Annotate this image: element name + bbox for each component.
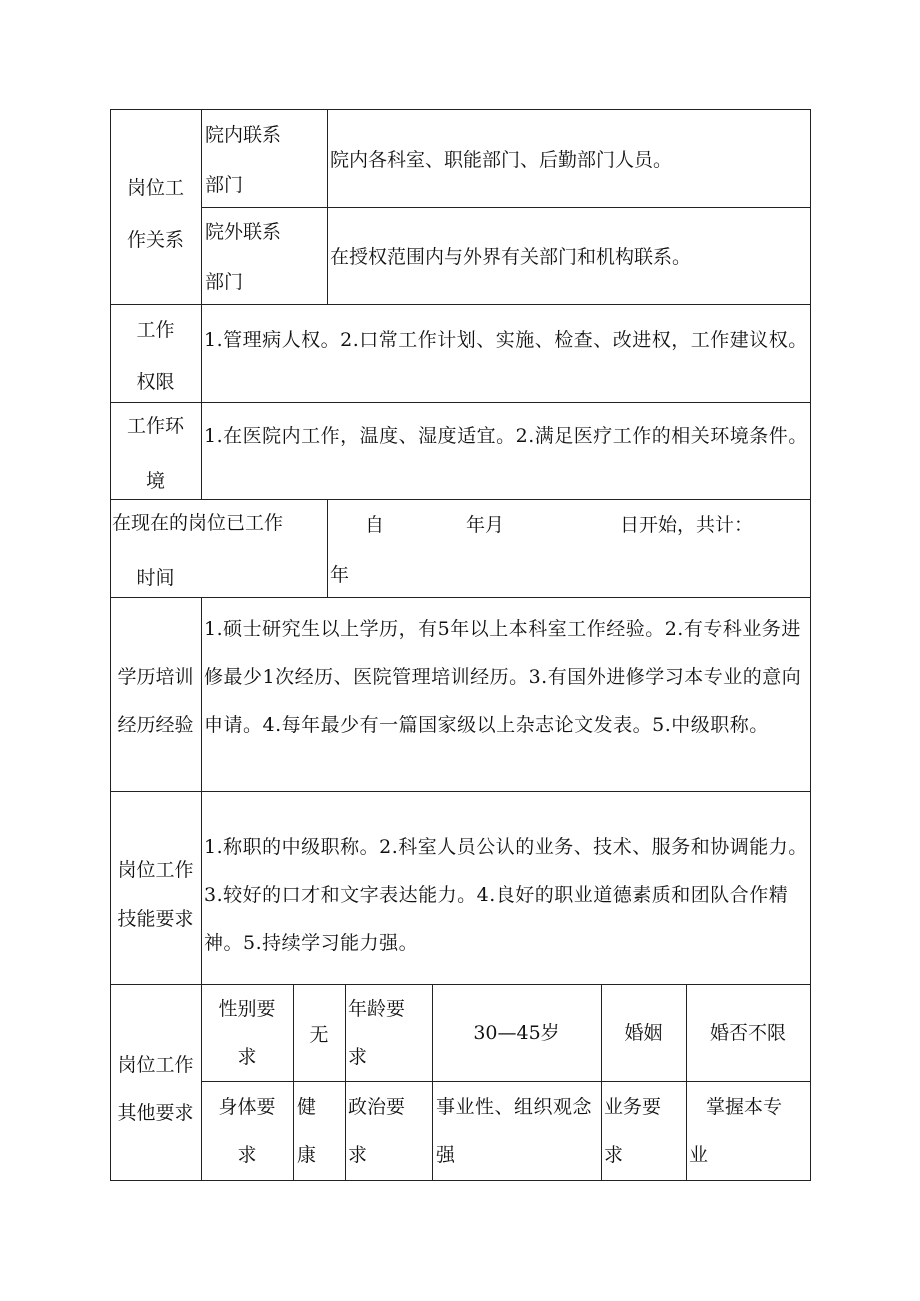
marriage-label: 婚姻	[624, 1022, 663, 1044]
skills-label-line2: 技能要求	[117, 908, 194, 930]
tenure-label-line2: 时间	[136, 567, 175, 589]
column-divider	[327, 109, 328, 304]
gender-label-line2: 求	[237, 1046, 257, 1068]
row-divider	[110, 597, 811, 598]
other-label-line1: 岗位工作	[117, 1054, 194, 1076]
business-value-line1: 掌握本专	[706, 1096, 783, 1118]
skills-content: 1.称职的中级职称。2.科室人员公认的业务、技术、服务和协调能力。3.较好的口才和文字表达能力。4.良好的职业道德素质和团队合作精神。5.持续学习能力强。	[204, 836, 808, 954]
row-divider	[110, 402, 811, 403]
politics-label-line1: 政治要	[348, 1096, 406, 1118]
gender-value: 无	[309, 1024, 329, 1046]
work-relations-label-line2: 作关系	[126, 229, 184, 251]
business-value-line2: 业	[689, 1144, 709, 1166]
internal-dept-content: 院内各科室、职能部门、后勤部门人员。	[330, 149, 673, 171]
table-border-top	[110, 109, 811, 110]
tenure-label-line1: 在现在的岗位已工作	[112, 512, 284, 534]
other-label-line2: 其他要求	[117, 1102, 194, 1124]
politics-label-line2: 求	[348, 1144, 368, 1166]
business-label-line2: 求	[604, 1144, 624, 1166]
table-border-bottom	[110, 1180, 811, 1181]
internal-dept-label-line1: 院内联系	[205, 124, 282, 146]
table-border-left	[110, 109, 111, 1181]
tenure-from: 自	[365, 514, 385, 536]
external-dept-label-line1: 院外联系	[205, 221, 282, 243]
internal-dept-label-line2: 部门	[205, 174, 244, 196]
age-label-line2: 求	[348, 1046, 368, 1068]
tenure-start-total: 日开始，共计：	[620, 514, 754, 536]
column-divider	[345, 984, 346, 1181]
row-divider	[201, 207, 811, 208]
environment-content: 1.在医院内工作，温度、湿度适宜。2.满足医疗工作的相关环境条件。	[204, 425, 808, 447]
authority-label-line1: 工作	[136, 319, 175, 341]
education-label-line2: 经历经验	[117, 714, 194, 736]
job-description-table	[110, 109, 811, 1181]
tenure-year-month: 年月	[466, 514, 505, 536]
external-dept-label-line2: 部门	[205, 271, 244, 293]
external-dept-content: 在授权范围内与外界有关部门和机构联系。	[330, 246, 692, 268]
tenure-years: 年	[330, 564, 350, 586]
environment-label-line1: 工作环	[126, 415, 184, 437]
health-value-line1: 健	[297, 1096, 317, 1118]
work-relations-label-line1: 岗位工	[126, 177, 184, 199]
business-label-line1: 业务要	[604, 1096, 662, 1118]
politics-value: 事业性、组织观念强	[436, 1096, 593, 1166]
row-divider	[110, 791, 811, 792]
column-divider	[327, 499, 328, 597]
health-label-line1: 身体要	[218, 1096, 276, 1118]
education-label-line1: 学历培训	[117, 666, 194, 688]
table-border-right	[810, 109, 811, 1181]
health-label-line2: 求	[237, 1144, 257, 1166]
health-value-line2: 康	[297, 1144, 317, 1166]
age-value: 30—45岁	[473, 1022, 560, 1044]
authority-content: 1.管理病人权。2.口常工作计划、实施、检查、改进权，工作建议权。	[204, 329, 808, 351]
age-label-line1: 年龄要	[348, 998, 406, 1020]
environment-label-line2: 境	[145, 470, 165, 492]
marriage-value: 婚否不限	[709, 1022, 786, 1044]
education-content: 1.硕士研究生以上学历，有5年以上本科室工作经验。2.有专科业务进修最少1次经历、医院管理培训经历。3.有国外进修学习本专业的意向申请。4.每年最少有一篇国家级以上杂志论文发表。5.中级职称。	[204, 618, 802, 736]
column-divider	[201, 109, 202, 499]
authority-label-line2: 权限	[136, 371, 175, 393]
skills-label-line1: 岗位工作	[117, 859, 194, 881]
gender-label-line1: 性别要	[218, 998, 276, 1020]
